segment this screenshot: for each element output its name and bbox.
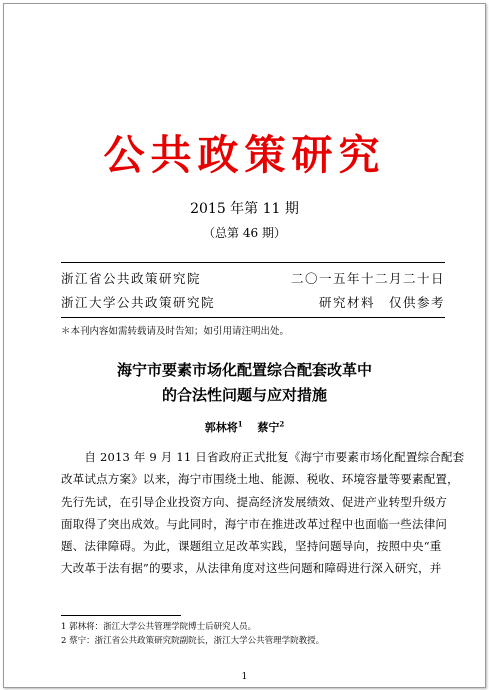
author-name: 郭林将 bbox=[204, 421, 238, 434]
page-number: 1 bbox=[241, 672, 248, 682]
article-body bbox=[61, 446, 465, 580]
body-line: 先行先试，在引导企业投资方向、提高经济发展绩效、促进产业转型升级方 bbox=[61, 494, 448, 509]
article-title-line-1: 海宁市要素市场化配置综合配套改革中 bbox=[116, 361, 372, 379]
document-page bbox=[3, 3, 486, 688]
issue-number: 2015 年第 11 期 bbox=[190, 201, 299, 217]
footnote-2: 2 蔡宁：浙江省公共政策研究院副院长，浙江大学公共管理学院教授。 bbox=[61, 636, 325, 646]
copyright-notice: ＊本刊内容如需转载请及时告知；如引用请注明出处。 bbox=[61, 326, 290, 337]
masthead-title: 公共政策研究 bbox=[103, 131, 386, 179]
body-line: 题、法律障碍。为此，课题组立足改革实践，坚持问题导向，按照中央“重 bbox=[61, 539, 442, 554]
body-line: 改革试点方案》以来，海宁市围绕土地、能源、税收、环境容量等要素配置， bbox=[61, 472, 459, 487]
header-top-rule bbox=[61, 262, 445, 263]
body-line: 面取得了突出成效。与此同时，海宁市在推进改革过程中也面临一些法律问 bbox=[61, 516, 448, 531]
publisher-name-2: 浙江大学公共政策研究院 bbox=[61, 295, 216, 310]
header-bottom-rule bbox=[61, 317, 445, 318]
footnote-marker: 1 bbox=[237, 419, 243, 429]
author-name: 蔡宁 bbox=[257, 421, 280, 434]
body-line: 大改革于法有据”的要求，从法律角度对这些问题和障碍进行深入研究，并 bbox=[61, 561, 442, 576]
footnote-marker: 2 bbox=[279, 419, 285, 429]
total-issue-number: （总第 46 期） bbox=[203, 226, 286, 240]
footnote-1: 1 郭林将：浙江大学公共管理学院博士后研究人员。 bbox=[61, 622, 257, 632]
article-title-line-2: 的合法性问题与应对措施 bbox=[161, 386, 327, 404]
body-line: 自 2013 年 9 月 11 日省政府正式批复《海宁市要素市场化配置综合配套 bbox=[61, 450, 465, 464]
footnote-separator bbox=[61, 615, 181, 616]
publisher-name-1: 浙江省公共政策研究院 bbox=[61, 271, 202, 286]
circulation-label: 研究材料 仅供参考 bbox=[318, 295, 445, 310]
article-authors bbox=[4, 419, 485, 435]
publish-date: 二〇一五年十二月二十日 bbox=[290, 271, 445, 286]
